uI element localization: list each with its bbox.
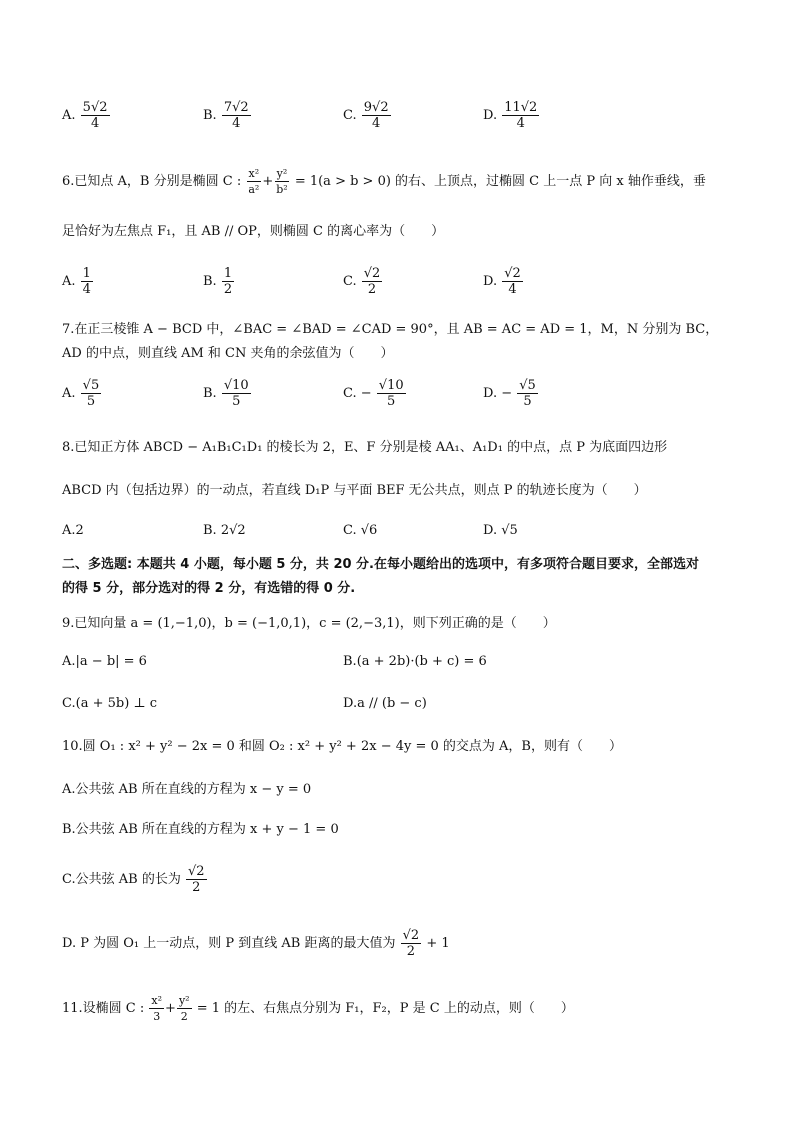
q6-stem-line1: 6.已知点 A，B 分别是椭圆 C : $\frac{\text{x²}}{\text{a²}}$ + $\frac{\text{y²}}{\text{b²}}$ = 1(a > b > 0) 的右、上顶点，过椭圆 C 上一点 P 向 x 轴作垂线，垂: [62, 167, 706, 196]
q9-option-b[interactable]: B.(a + 2b)·(b + c) = 6: [343, 654, 487, 669]
q8-option-d[interactable]: D. √5: [483, 523, 518, 538]
q5-option-b[interactable]: B. $\frac{7√2}{4}$: [203, 100, 249, 131]
q8-stem-line2: ABCD 内（包括边界）的一动点，若直线 D₁P 与平面 BEF 无公共点，则点 P 的轨迹长度为（ ）: [62, 483, 647, 498]
q9-option-c[interactable]: C.(a + 5b) ⊥ c: [62, 696, 158, 711]
q6-stem-line2: 足恰好为左焦点 F₁，且 AB // OP，则椭圆 C 的离心率为（ ）: [62, 224, 445, 239]
q8-option-a[interactable]: A.2: [62, 523, 84, 538]
q6-option-d[interactable]: D. $\frac{√2}{4}$: [483, 266, 521, 297]
q10-option-a[interactable]: A.公共弦 AB 所在直线的方程为 x − y = 0: [62, 782, 312, 797]
q7-option-d[interactable]: D. − $\frac{√5}{5}$: [483, 378, 536, 409]
section-heading-line1: 二、多选题: 本题共 4 小题，每小题 5 分，共 20 分.在每小题给出的选项中，有多项符合题目要求，全部选对: [62, 557, 700, 572]
q10-option-d[interactable]: D. P 为圆 O₁ 上一动点，则 P 到直线 AB 距离的最大值为 $\frac{√2}{2}$ + 1: [62, 928, 450, 959]
q7-option-c[interactable]: C. − $\frac{√10}{5}$: [343, 378, 404, 409]
q9-option-a[interactable]: A.|a − b| = 6: [62, 654, 147, 669]
q6-option-b[interactable]: B. $\frac{1}{2}$: [203, 266, 233, 297]
q8-option-c[interactable]: C. √6: [343, 523, 378, 538]
q10-stem: 10.圆 O₁ : x² + y² − 2x = 0 和圆 O₂ : x² + y² + 2x − 4y = 0 的交点为 A，B，则有（ ）: [62, 739, 622, 754]
q6-option-c[interactable]: C. $\frac{√2}{2}$: [343, 266, 381, 297]
q5-option-a[interactable]: A. $\frac{5√2}{4}$: [62, 100, 108, 131]
q10-option-c[interactable]: C.公共弦 AB 的长为 $\frac{√2}{2}$: [62, 864, 205, 895]
q6-option-a[interactable]: A. $\frac{1}{4}$: [62, 266, 91, 297]
q7-stem-line2: AD 的中点，则直线 AM 和 CN 夹角的余弦值为（ ）: [62, 346, 394, 361]
q8-option-b[interactable]: B. 2√2: [203, 523, 246, 538]
q5-option-c[interactable]: C. $\frac{9√2}{4}$: [343, 100, 389, 131]
q7-option-a[interactable]: A. $\frac{√5}{5}$: [62, 378, 100, 409]
q11-stem: 11.设椭圆 C : $\frac{\text{x²}}{3}$ + $\frac{\text{y²}}{2}$ = 1 的左、右焦点分别为 F₁，F₂，P 是 C 上的动点，则（ ）: [62, 994, 574, 1023]
q7-stem-line1: 7.在正三棱锥 A − BCD 中，∠BAC = ∠BAD = ∠CAD = 90°，且 AB = AC = AD = 1，M，N 分别为 BC，: [62, 322, 719, 337]
q8-stem-line1: 8.已知正方体 ABCD − A₁B₁C₁D₁ 的棱长为 2，E、F 分别是棱 AA₁、A₁D₁ 的中点，点 P 为底面四边形: [62, 440, 668, 455]
section-heading-line2: 的得 5 分，部分选对的得 2 分，有选错的得 0 分.: [62, 581, 356, 596]
q10-option-b[interactable]: B.公共弦 AB 所在直线的方程为 x + y − 1 = 0: [62, 822, 339, 837]
q7-option-b[interactable]: B. $\frac{√10}{5}$: [203, 378, 249, 409]
q5-option-d[interactable]: D. $\frac{11√2}{4}$: [483, 100, 538, 131]
q9-stem: 9.已知向量 a = (1,−1,0)，b = (−1,0,1)，c = (2,−3,1)，则下列正确的是（ ）: [62, 616, 556, 631]
q9-option-d[interactable]: D.a // (b − c): [343, 696, 427, 711]
